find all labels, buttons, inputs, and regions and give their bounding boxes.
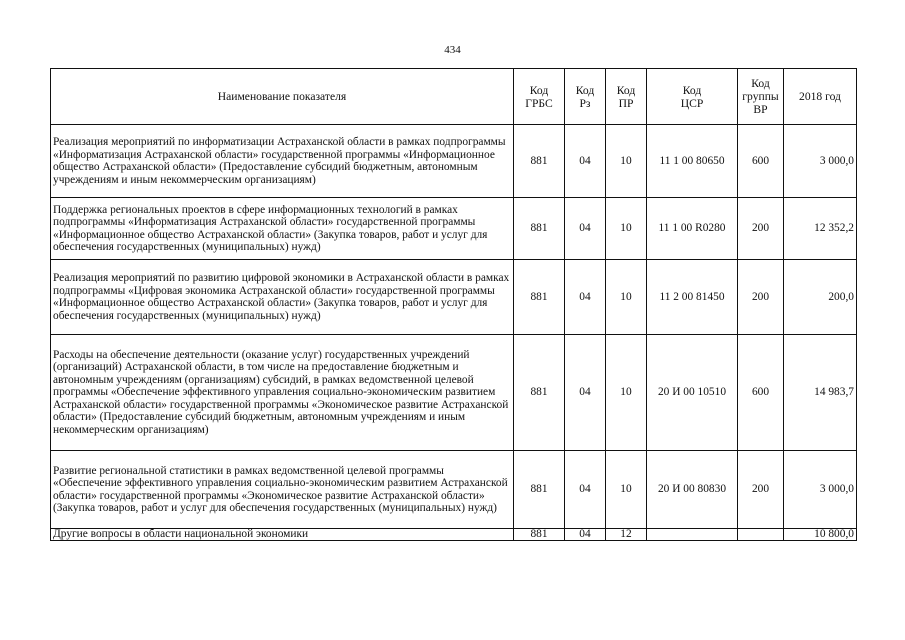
row-grbs: 881 — [514, 451, 565, 529]
row-value: 12 352,2 — [784, 198, 857, 260]
row-csr — [647, 529, 738, 541]
row-pr: 10 — [606, 125, 647, 198]
header-pr: Код ПР — [606, 69, 647, 125]
row-grbs: 881 — [514, 198, 565, 260]
row-value: 3 000,0 — [784, 451, 857, 529]
row-csr: 20 И 00 10510 — [647, 335, 738, 451]
row-pr: 10 — [606, 198, 647, 260]
row-csr: 20 И 00 80830 — [647, 451, 738, 529]
row-csr: 11 1 00 R0280 — [647, 198, 738, 260]
row-rz: 04 — [565, 260, 606, 335]
row-vr: 200 — [738, 198, 784, 260]
row-name: Другие вопросы в области национальной экономики — [51, 529, 514, 541]
table-row — [51, 260, 857, 335]
row-pr: 10 — [606, 335, 647, 451]
row-name: Развитие региональной статистики в рамках ведомственной целевой программы «Обеспечение эффективного управления социально-экономическим развитием Астраханской области» государственной программы «Экономическое развитие Астраханской области» (Закупка товаров, работ и услуг для обеспечения государственных (муниципальных) нужд) — [51, 451, 514, 529]
row-vr: 600 — [738, 125, 784, 198]
row-name: Реализация мероприятий по развитию цифровой экономики в Астраханской области в рамках подпрограммы «Цифровая экономика Астраханской области» государственной программы «Информационное общество Астраханской области» (Закупка товаров, работ и услуг для обеспечения государственных (муниципальных) нужд) — [51, 260, 514, 335]
header-grbs: Код ГРБС — [514, 69, 565, 125]
page-number: 434 — [444, 44, 461, 56]
row-name: Расходы на обеспечение деятельности (оказание услуг) государственных учреждений (организаций) Астраханской области, в том числе на предоставление бюджетным и автономным учреждениям (организациям) субсидий, в рамках ведомственной целевой программы «Обеспечение эффективного управления социально-экономическим развитием Астраханской области» государственной программы «Экономическое развитие Астраханской области» (Предоставление субсидий бюджетным, автономным учреждениям и иным некоммерческим организациям) — [51, 335, 514, 451]
row-pr: 12 — [606, 529, 647, 541]
table-header-row — [51, 69, 857, 125]
row-rz: 04 — [565, 529, 606, 541]
row-rz: 04 — [565, 198, 606, 260]
table-row — [51, 198, 857, 260]
table-row — [51, 451, 857, 529]
row-grbs: 881 — [514, 260, 565, 335]
row-vr: 600 — [738, 335, 784, 451]
header-name: Наименование показателя — [51, 69, 514, 125]
row-value: 200,0 — [784, 260, 857, 335]
table-row — [51, 335, 857, 451]
table-row — [51, 125, 857, 198]
row-rz: 04 — [565, 451, 606, 529]
row-value: 10 800,0 — [784, 529, 857, 541]
row-grbs: 881 — [514, 125, 565, 198]
row-grbs: 881 — [514, 529, 565, 541]
budget-table — [50, 68, 857, 541]
row-rz: 04 — [565, 125, 606, 198]
row-grbs: 881 — [514, 335, 565, 451]
row-vr — [738, 529, 784, 541]
row-value: 14 983,7 — [784, 335, 857, 451]
header-rz: Код Рз — [565, 69, 606, 125]
header-year: 2018 год — [784, 69, 857, 125]
header-vr: Код группы ВР — [738, 69, 784, 125]
header-csr: Код ЦСР — [647, 69, 738, 125]
row-csr: 11 2 00 81450 — [647, 260, 738, 335]
row-csr: 11 1 00 80650 — [647, 125, 738, 198]
row-value: 3 000,0 — [784, 125, 857, 198]
row-pr: 10 — [606, 260, 647, 335]
row-pr: 10 — [606, 451, 647, 529]
table-row — [51, 529, 857, 541]
row-name: Поддержка региональных проектов в сфере информационных технологий в рамках подпрограммы «Информатизация Астраханской области» государственной программы «Информационное общество Астраханской области» (Закупка товаров, работ и услуг для обеспечения государственных (муниципальных) нужд) — [51, 198, 514, 260]
row-rz: 04 — [565, 335, 606, 451]
row-vr: 200 — [738, 451, 784, 529]
row-vr: 200 — [738, 260, 784, 335]
row-name: Реализация мероприятий по информатизации Астраханской области в рамках подпрограммы «Информатизация Астраханской области» государственной программы «Информационное общество Астраханской области» (Предоставление субсидий бюджетным, автономным учреждениям и иным некоммерческим организациям) — [51, 125, 514, 198]
